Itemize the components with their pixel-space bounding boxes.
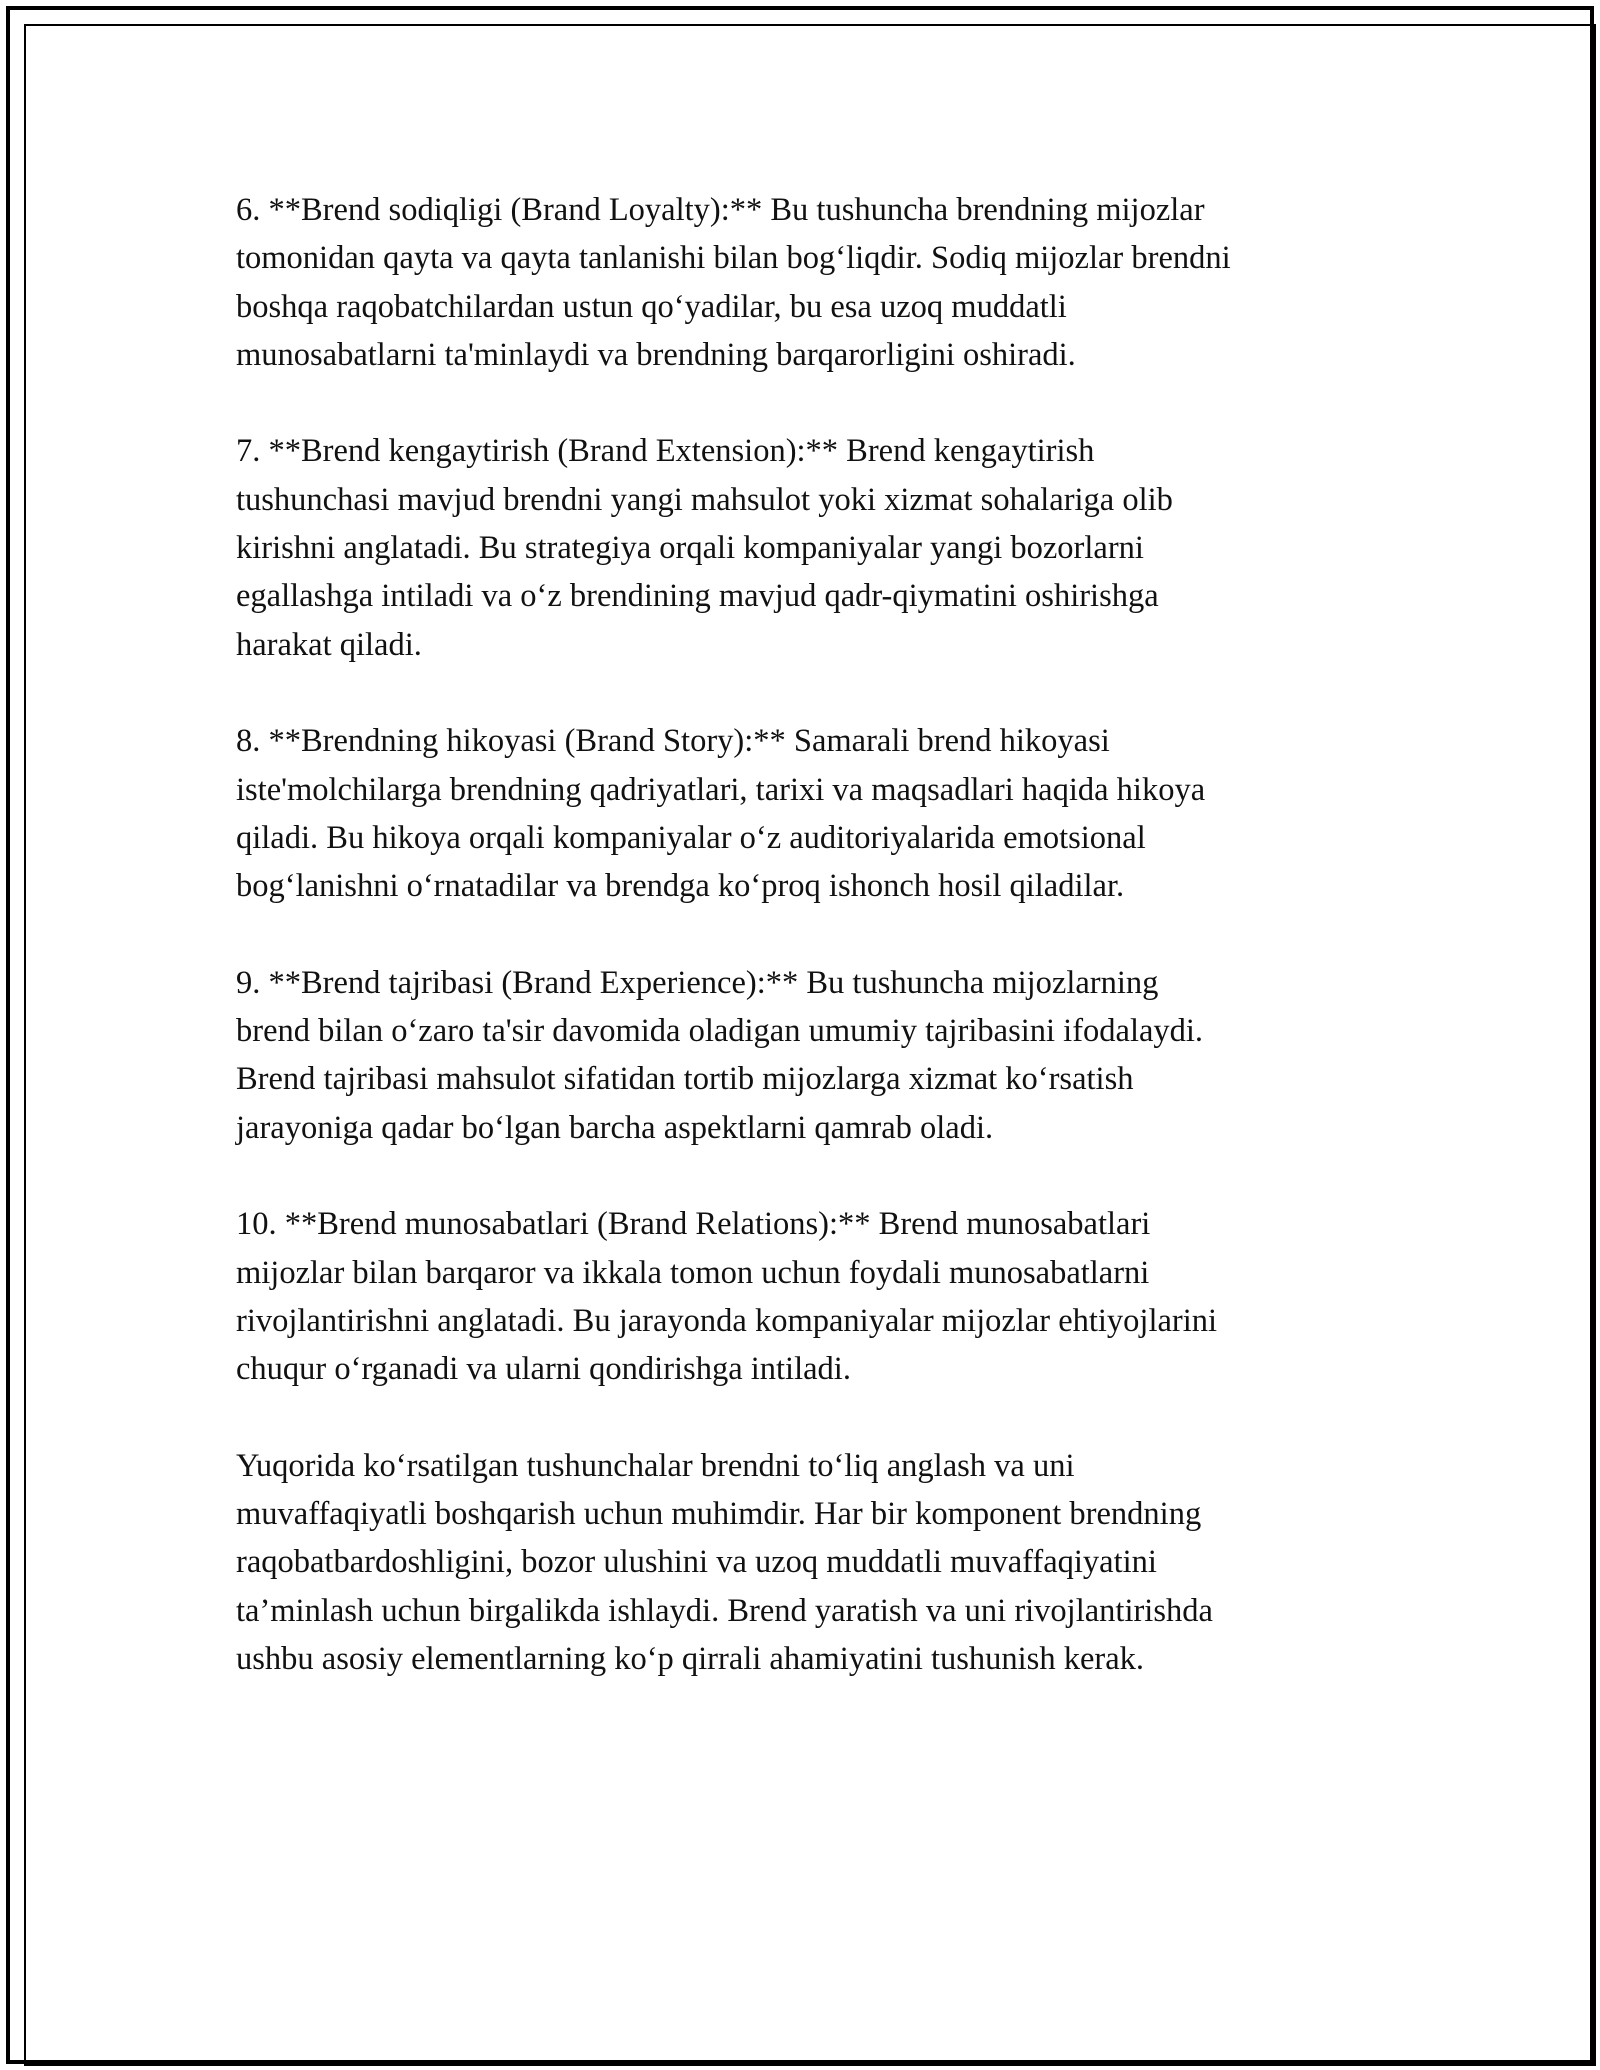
- text-line: Brend tajribasi mahsulot sifatidan tortib mijozlarga xizmat ko‘rsatish: [236, 1061, 1134, 1098]
- paragraph-conclusion: [236, 1442, 1376, 1683]
- text-line: ta’minlash uchun birgalikda ishlaydi. Brend yaratish va uni rivojlantirishda: [236, 1592, 1213, 1629]
- document-body: [236, 186, 1376, 1732]
- paragraph-brand-experience: [236, 959, 1376, 1152]
- text-line: tomonidan qayta va qayta tanlanishi bilan bog‘liqdir. Sodiq mijozlar brendni: [236, 240, 1231, 277]
- paragraph-brand-extension: [236, 427, 1376, 668]
- text-line: boshqa raqobatchilardan ustun qo‘yadilar, bu esa uzoq muddatli: [236, 288, 1067, 325]
- text-line: 7. **Brend kengaytirish (Brand Extension):** Brend kengaytirish: [236, 433, 1095, 470]
- text-line: brend bilan o‘zaro ta'sir davomida oladigan umumiy tajribasini ifodalaydi.: [236, 1013, 1204, 1050]
- text-line: raqobatbardoshligini, bozor ulushini va uzoq muddatli muvaffaqiyatini: [236, 1544, 1157, 1581]
- text-line: mijozlar bilan barqaror va ikkala tomon uchun foydali munosabatlarni: [236, 1254, 1150, 1291]
- paragraph-brand-relations: [236, 1200, 1376, 1393]
- text-line: tushunchasi mavjud brendni yangi mahsulot yoki xizmat sohalariga olib: [236, 481, 1173, 518]
- text-line: egallashga intiladi va o‘z brendining mavjud qadr-qiymatini oshirishga: [236, 578, 1159, 615]
- text-line: bog‘lanishni o‘rnatadilar va brendga ko‘proq ishonch hosil qiladilar.: [236, 868, 1125, 905]
- text-line: muvaffaqiyatli boshqarish uchun muhimdir. Har bir komponent brendning: [236, 1496, 1202, 1533]
- text-line: chuqur o‘rganadi va ularni qondirishga intiladi.: [236, 1351, 851, 1388]
- paragraph-brand-story: [236, 717, 1376, 910]
- text-line: harakat qiladi.: [236, 626, 422, 663]
- text-line: kirishni anglatadi. Bu strategiya orqali kompaniyalar yangi bozorlarni: [236, 530, 1144, 567]
- text-line: ushbu asosiy elementlarning ko‘p qirrali ahamiyatini tushunish kerak.: [236, 1640, 1145, 1677]
- text-line: qiladi. Bu hikoya orqali kompaniyalar o‘z auditoriyalarida emotsional: [236, 819, 1146, 856]
- text-line: jarayoniga qadar bo‘lgan barcha aspektlarni qamrab oladi.: [236, 1109, 994, 1146]
- text-line: 10. **Brend munosabatlari (Brand Relations):** Brend munosabatlari: [236, 1206, 1151, 1243]
- text-line: 8. **Brendning hikoyasi (Brand Story):** Samarali brend hikoyasi: [236, 723, 1110, 760]
- text-line: 6. **Brend sodiqligi (Brand Loyalty):** Bu tushuncha brendning mijozlar: [236, 192, 1205, 228]
- text-line: 9. **Brend tajribasi (Brand Experience):** Bu tushuncha mijozlarning: [236, 964, 1159, 1001]
- paragraph-brand-loyalty: [236, 186, 1376, 379]
- text-line: iste'molchilarga brendning qadriyatlari, tarixi va maqsadlari haqida hikoya: [236, 771, 1206, 808]
- text-line: Yuqorida ko‘rsatilgan tushunchalar brendni to‘liq anglash va uni: [236, 1447, 1075, 1484]
- text-line: munosabatlarni ta'minlaydi va brendning barqarorligini oshiradi.: [236, 336, 1076, 373]
- text-line: rivojlantirishni anglatadi. Bu jarayonda kompaniyalar mijozlar ehtiyojlarini: [236, 1302, 1218, 1339]
